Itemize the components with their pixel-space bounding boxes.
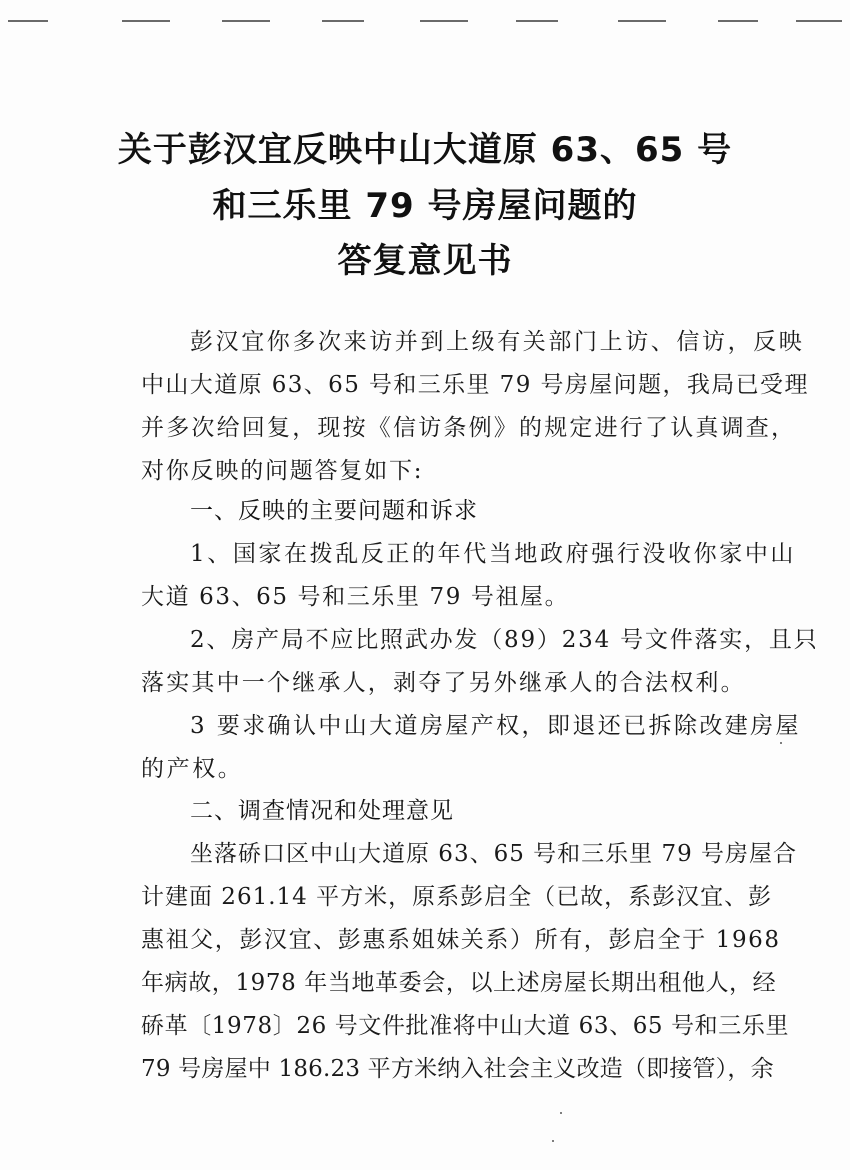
scan-speck — [780, 742, 782, 744]
intro-paragraph-line: 彭汉宜你多次来访并到上级有关部门上访、信访，反映 — [190, 329, 805, 355]
scan-speck — [560, 1112, 562, 1114]
section1-paragraph-line: 落实其中一个继承人，剥夺了另外继承人的合法权利。 — [141, 670, 746, 696]
scan-artifact — [718, 20, 758, 22]
scan-speck — [552, 1140, 554, 1142]
scan-artifact — [222, 20, 270, 22]
scan-artifact — [8, 20, 48, 22]
section1-paragraph-line: 1、国家在拨乱反正的年代当地政府强行没收你家中山 — [190, 541, 797, 567]
scan-artifact — [322, 20, 364, 22]
section2-paragraph-line: 惠祖父，彭汉宜、彭惠系姐妹关系）所有，彭启全于 1968 — [141, 927, 781, 953]
section2-paragraph-line: 79 号房屋中 186.23 平方米纳入社会主义改造（即接管），余 — [141, 1056, 774, 1082]
scan-artifact — [516, 20, 558, 22]
document-title-line-1: 关于彭汉宜反映中山大道原 63、65 号 — [117, 130, 733, 170]
intro-paragraph-line: 并多次给回复，现按《信访条例》的规定进行了认真调查， — [141, 415, 797, 441]
section1-paragraph-line: 大道 63、65 号和三乐里 79 号祖屋。 — [141, 584, 570, 610]
scan-artifact — [420, 20, 468, 22]
document-title-line-3: 答复意见书 — [337, 241, 513, 281]
section1-paragraph-line: 2、房产局不应比照武办发（89）234 号文件落实，且只 — [190, 627, 819, 653]
scan-artifact — [122, 20, 170, 22]
intro-paragraph-line: 中山大道原 63、65 号和三乐里 79 号房屋问题，我局已受理 — [141, 372, 809, 398]
intro-paragraph-line: 对你反映的问题答复如下: — [141, 458, 424, 484]
section1-paragraph-line: 3 要求确认中山大道房屋产权，即退还已拆除改建房屋 — [190, 713, 801, 739]
section1-paragraph-line: 的产权。 — [141, 756, 244, 782]
section-heading-main-issues: 一、反映的主要问题和诉求 — [190, 498, 478, 524]
section2-paragraph-line: 坐落硚口区中山大道原 63、65 号和三乐里 79 号房屋合 — [190, 841, 798, 867]
section2-paragraph-line: 年病故，1978 年当地革委会，以上述房屋长期出租他人，经 — [141, 970, 777, 996]
section2-paragraph-line: 计建面 261.14 平方米，原系彭启全（已故，系彭汉宜、彭 — [141, 884, 773, 910]
scan-artifact — [796, 20, 842, 22]
section-heading-investigation: 二、调查情况和处理意见 — [190, 798, 454, 824]
scan-artifact — [618, 20, 666, 22]
section2-paragraph-line: 硚革〔1978〕26 号文件批准将中山大道 63、65 号和三乐里 — [141, 1013, 790, 1039]
document-title-line-2: 和三乐里 79 号房屋问题的 — [212, 186, 638, 226]
